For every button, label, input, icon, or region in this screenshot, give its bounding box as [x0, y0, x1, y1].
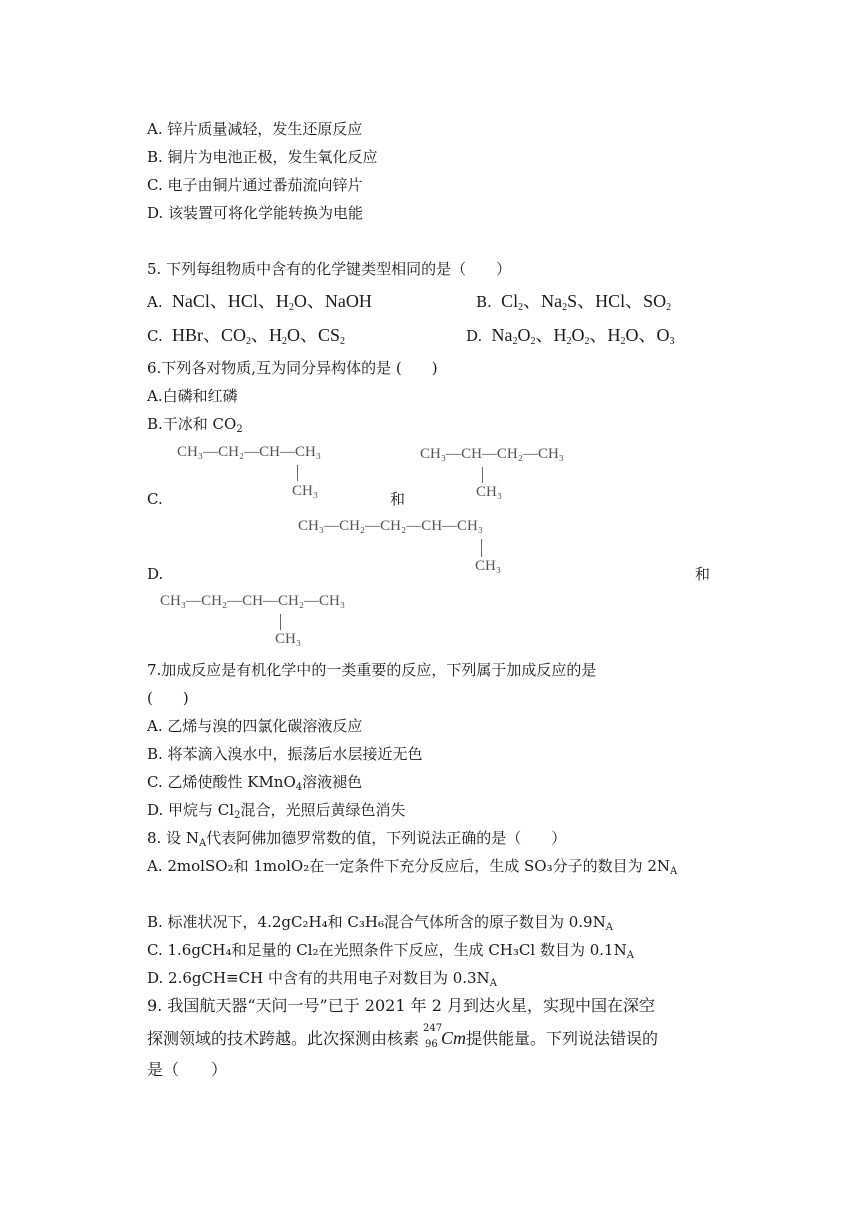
- q8-c-text: C. 1.6gCH₄和足量的 Cl₂在光照条件下反应，生成 CH₃Cl 数目为 0.1N: [147, 941, 627, 959]
- nuclide-mass: 247: [423, 1023, 443, 1034]
- q7-stem-line2: ( ): [147, 689, 189, 707]
- q7-option-a: A. 乙烯与溴的四氯化碳溶液反应: [147, 717, 363, 735]
- q9-line2-post: 提供能量。下列说法错误的: [466, 1029, 659, 1048]
- q5-c-label: C.: [147, 327, 163, 345]
- q8-c-sub: A: [626, 950, 634, 961]
- q4-option-d: D. 该装置可将化学能转换为电能: [147, 204, 364, 222]
- q6-option-d-label: D.: [147, 565, 164, 583]
- struct-c1-bond: [297, 465, 298, 481]
- q5-option-c: [147, 324, 345, 347]
- q5-option-d: [466, 324, 675, 347]
- q7-d-post: 混合，光照后黄绿色消失: [240, 801, 406, 819]
- struct-c2-main: CH₃—CH—CH₂—CH₃: [420, 446, 565, 462]
- q5-option-b: [476, 290, 671, 313]
- struct-d2-bond: [280, 614, 281, 630]
- struct-d2-branch: CH₃: [275, 631, 302, 647]
- q5-b-formula: $Cl_2$、$Na_2S$、HCl、$SO_2$: [496, 291, 672, 313]
- nuclide-atomic: 96: [425, 1039, 438, 1050]
- q5-d-label: D.: [466, 327, 483, 345]
- struct-c2-branch: CH₃: [476, 484, 503, 500]
- q8-stem-sub: A: [198, 838, 207, 849]
- q7-stem-line1: 7.加成反应是有机化学中的一类重要的反应，下列属于加成反应的是: [147, 661, 597, 679]
- q8-b-text: B. 标准状况下，4.2gC₂H₄和 C₃H₆混合气体所含的原子数目为 0.9N: [147, 913, 606, 931]
- q5-a-formula: NaCl、HCl、$H_2O$、NaOH: [167, 291, 372, 313]
- q8-option-b: [147, 911, 613, 933]
- q6-option-d-and: 和: [695, 565, 711, 583]
- q6-option-c-and: 和: [390, 490, 406, 508]
- q8-d-sub: A: [489, 978, 497, 989]
- q5-b-label: B.: [476, 293, 492, 311]
- struct-d1-main: CH₃—CH₂—CH₂—CH—CH₃: [298, 518, 484, 534]
- q6-option-a: A.白磷和红磷: [147, 387, 238, 405]
- struct-c1-main: CH₃—CH₂—CH—CH₃: [177, 444, 322, 460]
- q6-b-text: B.干冰和 CO: [147, 415, 237, 433]
- q5-a-label: A.: [147, 293, 163, 311]
- q8-a-sub: A: [670, 866, 678, 877]
- q6-stem: 6.下列各对物质,互为同分异构体的是 ( ): [147, 359, 438, 377]
- q8-d-text: D. 2.6gCH≡CH 中含有的共用电子对数目为 0.3N: [147, 969, 490, 987]
- q9-line1: 9. 我国航天器“天问一号”已于 2021 年 2 月到达火星，实现中国在深空: [147, 996, 655, 1015]
- q5-d-formula: $Na_2O_2$、$H_2O_2$、$H_2O$、$O_3$: [487, 325, 675, 347]
- q5-stem: 5. 下列每组物质中含有的化学键类型相同的是（ ）: [147, 260, 512, 278]
- q9-line3: 是（ ）: [147, 1060, 228, 1079]
- q9-line2-pre: 探测领域的技术跨越。此次探测由核素: [147, 1029, 420, 1048]
- q7-option-d: D. 甲烷与 $Cl_2$混合，光照后黄绿色消失: [147, 801, 406, 821]
- struct-c1-branch: CH₃: [292, 483, 319, 499]
- q4-option-b: B. 铜片为电池正极，发生氧化反应: [147, 148, 378, 166]
- struct-d1-bond: [481, 539, 482, 557]
- q7-option-b: B. 将苯滴入溴水中，振荡后水层接近无色: [147, 745, 423, 763]
- q8-a-text: A. 2molSO₂和 1molO₂在一定条件下充分反应后，生成 SO₃分子的数目为 2N: [147, 857, 671, 875]
- nuclide-symbol: Cm: [441, 1028, 467, 1048]
- q4-option-a: A. 锌片质量减轻，发生还原反应: [147, 120, 363, 138]
- struct-d2-main: CH₃—CH₂—CH—CH₂—CH₃: [160, 593, 346, 609]
- q9-line2: [147, 1023, 659, 1050]
- q8-option-c: [147, 939, 634, 961]
- q7-option-c: C. 乙烯使酸性 KMnO$_4$溶液褪色: [147, 773, 363, 793]
- q7-d-pre: D. 甲烷与 Cl: [147, 801, 235, 819]
- q6-option-b: B.干冰和 $CO_2$: [147, 415, 243, 435]
- q8-option-d: [147, 967, 497, 989]
- q5-option-a: [147, 290, 372, 313]
- q4-option-c: C. 电子由铜片通过番茄流向锌片: [147, 176, 363, 194]
- struct-c2-bond: [482, 467, 483, 483]
- q8-stem-pre: 8. 设 N: [147, 829, 199, 847]
- q5-c-formula: HBr、$CO_2$、$H_2O$、$CS_2$: [167, 325, 346, 347]
- q8-option-a: [147, 855, 677, 877]
- q8-stem-post: 代表阿佛加德罗常数的值，下列说法正确的是（ ）: [206, 829, 567, 847]
- q6-option-c-label: C.: [147, 490, 163, 508]
- struct-d1-branch: CH₃: [475, 558, 502, 574]
- q8-b-sub: A: [605, 922, 613, 933]
- q7-c-pre: C. 乙烯使酸性 KMnO: [147, 773, 296, 791]
- nuclide: [419, 1023, 443, 1050]
- q8-stem: [147, 827, 566, 849]
- q7-c-post: 溶液褪色: [302, 773, 363, 791]
